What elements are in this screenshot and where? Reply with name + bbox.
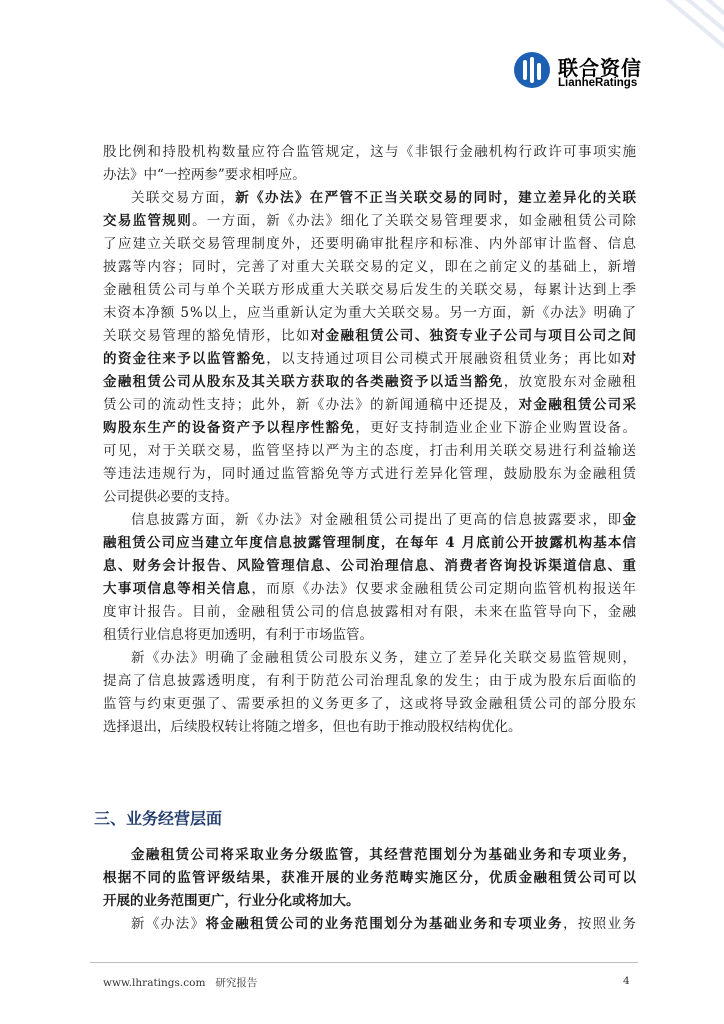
- text-line: [103, 256, 636, 279]
- bold-text: 融租赁公司应当建立年度信息披露管理制度，在每年 4 月底前公开披露机构基本信: [103, 535, 638, 551]
- bold-text: 新《办法》在严管不正当关联交易的同时，建立差异化的关联: [235, 190, 638, 206]
- text-line: [103, 371, 636, 394]
- text-line: [103, 210, 636, 233]
- bold-text: 金融租赁公司从股东及其关联方获取的各类融资予以适当豁免: [103, 374, 504, 390]
- bold-text: 购股东生产的设备资产予以程序性豁免: [103, 420, 356, 436]
- text-line: [103, 601, 636, 624]
- text-line: [103, 578, 636, 601]
- text-run: 新《办法》明确了金融租赁公司股东义务，建立了差异化关联交易监管规则，: [131, 650, 638, 666]
- text-line: [103, 913, 636, 936]
- section-title: 三、业务经营层面: [94, 809, 223, 828]
- logo-chinese-name: 联合资信: [558, 56, 642, 80]
- bold-text: 金: [622, 512, 638, 528]
- bold-text: 大事项信息等相关信息: [103, 581, 252, 597]
- bold-text: 交易监管规则: [103, 213, 193, 229]
- text-line: [103, 233, 636, 256]
- text-run: 关联交易方面，: [131, 190, 236, 206]
- text-line: [103, 302, 636, 325]
- text-run: 股比例和持股机构数量应符合监管规定，这与《非银行金融机构行政许可事项实施: [103, 144, 638, 160]
- text-line: [103, 394, 636, 417]
- text-run: 可见，对于关联交易，监管坚持以严为主的态度，打击利用关联交易进行利益输送: [103, 443, 638, 459]
- footer-website: www.lhratings.com: [103, 977, 206, 989]
- text-run: 末资本净额 5%以上，应当重新认定为重大关联交易。另一方面，新《办法》明确了: [103, 305, 637, 321]
- text-line: [103, 624, 636, 647]
- text-run: 新《办法》: [131, 916, 206, 932]
- text-line: [103, 867, 636, 890]
- text-line: [103, 509, 636, 532]
- text-run: 了应建立关联交易管理制度外，还要明确审批程序和标准、内外部审计监督、信息: [103, 236, 638, 252]
- text-run: 信息披露方面，新《办法》对金融租赁公司提出了更高的信息披露要求，即: [131, 512, 623, 528]
- text-run: 等违法违规行为，同时通过监管豁免等方式进行差异化管理，鼓励股东为金融租赁: [103, 466, 638, 482]
- text-line: [103, 716, 636, 739]
- text-line: [103, 417, 636, 440]
- footer-doc-type: 研究报告: [215, 977, 258, 989]
- text-line: [103, 440, 636, 463]
- text-line: [103, 486, 636, 509]
- bold-text: 息、财务会计报告、风险管理信息、公司治理信息、消费者咨询投诉渠道信息、重: [103, 558, 638, 574]
- text-run: 公司提供必要的支持。: [103, 489, 238, 505]
- bold-text: 根据不同的监管评级结果，获准开展的业务范畴实施区分，优质金融租赁公司可以: [103, 870, 638, 886]
- text-line: [103, 532, 636, 555]
- text-run: 关联交易管理的豁免情形，比如: [103, 328, 311, 344]
- text-run: ，按照业务: [562, 916, 638, 932]
- text-run: 披露等内容；同时，完善了对重大关联交易的定义，即在之前定义的基础上，新增: [103, 259, 638, 275]
- footer-source: [103, 975, 257, 990]
- text-line: [103, 463, 636, 486]
- bold-text: 开展的业务范围更广，行业分化或将加大。: [103, 893, 360, 909]
- text-line: [103, 325, 636, 348]
- bold-text: 的资金往来予以监管豁免: [103, 351, 267, 367]
- text-run: 办法》中“一控两参”要求相呼应。: [103, 167, 306, 183]
- text-line: [103, 555, 636, 578]
- text-run: ，而原《办法》仅要求金融租赁公司定期向监管机构报送年: [251, 581, 638, 597]
- text-run: 金融租赁公司与单个关联方形成重大关联交易后发生的关联交易，每累计达到上季: [103, 282, 638, 298]
- text-line: [103, 164, 636, 187]
- company-logo: [514, 52, 654, 92]
- footer-divider: [90, 962, 638, 963]
- bold-text: 金融租赁公司将采取业务分级监管，其经营范围划分为基础业务和专项业务，: [131, 847, 638, 863]
- text-run: ，以支持通过项目公司模式开展融资租赁业务；再比如: [266, 351, 623, 367]
- text-line: [103, 844, 636, 867]
- text-run: 度审计报告。目前，金融租赁公司的信息披露相对有限，未来在监管导向下，金融: [103, 604, 638, 620]
- bold-text: 对金融租赁公司、独资专业子公司与项目公司之间: [310, 328, 638, 344]
- logo-english-name: LianheRatings: [558, 77, 638, 89]
- bold-text: 对金融租赁公司采: [518, 397, 638, 413]
- text-line: [103, 890, 636, 913]
- text-run: 。一方面，新《办法》细化了关联交易管理要求，如金融租赁公司除: [192, 213, 638, 229]
- text-line: [103, 693, 636, 716]
- page-number: 4: [623, 975, 630, 987]
- text-run: ，更好支持制造业企业下游企业购置设备。: [355, 420, 638, 436]
- text-line: [103, 670, 636, 693]
- text-run: 监管与约束更强了、需要承担的义务更多了，这或将导致金融租赁公司的部分股东: [103, 696, 638, 712]
- text-run: 租赁行业信息将更加透明，有利于市场监管。: [103, 627, 373, 643]
- text-line: [103, 279, 636, 302]
- bold-text: 对: [622, 351, 638, 367]
- text-line: [103, 141, 636, 164]
- bold-text: 将金融租赁公司的业务范围划分为基础业务和专项业务: [205, 916, 563, 932]
- body-text: [103, 141, 636, 739]
- section-text: [103, 844, 636, 936]
- text-run: 提高了信息披露透明度，有利于防范公司治理乱象的发生；由于成为股东后面临的: [103, 673, 638, 689]
- text-run: 选择退出，后续股权转让将随之增多，但也有助于推动股权结构优化。: [103, 719, 522, 735]
- text-run: 赁公司的流动性支持；此外，新《办法》的新闻通稿中还提及，: [103, 397, 519, 413]
- text-run: ，放宽股东对金融租: [503, 374, 638, 390]
- text-line: [103, 187, 636, 210]
- text-line: [103, 348, 636, 371]
- lianhe-logo-icon: [514, 52, 550, 88]
- text-line: [103, 647, 636, 670]
